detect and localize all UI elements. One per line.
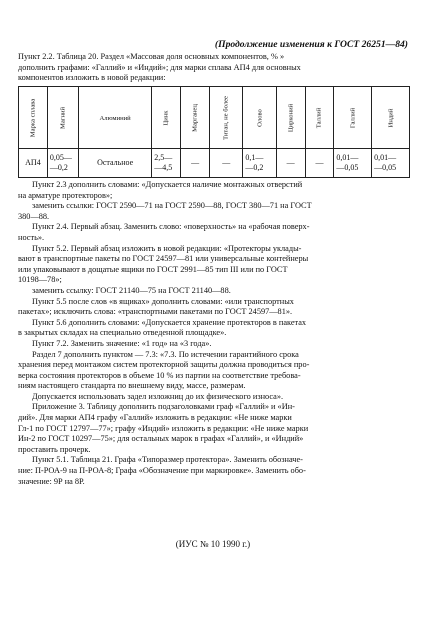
text-line: 10198—78»; [18,275,62,285]
col-header-thallium: Таллий [305,87,334,149]
cell-zinc: 2,5— —4,5 [152,149,181,178]
text-line: Пункт 7.2. Заменить значение: «1 год» на «3 года». [32,338,212,348]
cell-thallium: — [305,149,334,178]
text-line: Пункт 2.4. Первый абзац. Заменить слово: «поверхность» на «рабочая поверх- [32,222,310,232]
text-line: компонентов изложить в новой редакции: [18,73,166,83]
text-line: Пункт 5.6 дополнить словами: «Допускается хранение протекторов в пакетах [32,317,307,327]
text-line: ность». [18,232,45,242]
text-line: Пункт 2.2. Таблица 20. Раздел «Массовая доля основных компонентов, % » [18,52,285,61]
col-header-manganese: Марганец [181,87,210,149]
text-line: на арматуре протекторов»; [18,190,113,200]
text-line: ние: П-РОА-9 на П-РОА-8; Графа «Обозначение при маркировке». Заменить обо- [18,466,306,476]
cell-tin: 0,1— —0,2 [243,149,276,178]
text-line: дополнить графами: «Галлий» и «Индий»; для марки сплава АП4 для основных [18,62,301,72]
intro-paragraph [18,52,410,84]
text-line: ниям настоящего стандарта по внешнему виду, массе, размерам. [18,381,246,391]
text-line: Приложение 3. Таблицу дополнить подзаголовками граф «Галлий» и «Ин- [32,402,295,412]
text-line: Пункт 5.1. Таблица 21. Графа «Типоразмер протектора». Заменить обозначе- [32,455,303,465]
text-line: Допускается использовать задел изложниц до их физического износа». [32,391,284,401]
text-line: Пункт 5.5 после слов «в ящиках» дополнить словами: «или транспортных [32,296,294,306]
text-line: Ин-2 по ГОСТ 10297—75»; для остальных марок в графах «Галлий», и «Индий» [18,434,304,444]
table-row [19,149,410,178]
cell-zirconium: — [276,149,305,178]
col-header-grade: Марка сплава [19,87,48,149]
cell-gallium: 0,01— —0,05 [334,149,372,178]
text-line: верка состояния протекторов в объеме 10 % из партии на соответствие требова- [18,370,301,380]
text-line: или упаковывают в дощатые ящики по ГОСТ 2991—85 тип III или по ГОСТ [18,264,288,274]
text-line: заменить ссылки: ГОСТ 2590—71 на ГОСТ 2590—88, ГОСТ 380—71 на ГОСТ [32,201,312,211]
col-header-indium: Индий [372,87,410,149]
source-footnote: (ИУС № 10 1990 г.) [175,539,251,549]
composition-table [18,86,410,178]
col-header-magnesium: Магний [47,87,78,149]
cell-indium: 0,01— —0,05 [372,149,410,178]
col-header-zinc: Цинк [152,87,181,149]
text-line: значение: 9Р на 8Р. [18,476,85,486]
text-line: Гл-1 по ГОСТ 12797—77»; графу «Индий» изложить в редакции: «Не ниже марки [18,423,309,433]
cell-manganese: — [181,149,210,178]
col-header-gallium: Галлий [334,87,372,149]
text-line: хранения перед монтажом систем протекторной защиты должна проводиться про- [18,360,310,370]
col-header-titanium: Титан, не более [210,87,243,149]
text-line: дий». Для марки АП4 графу «Галлий» изложить в редакции: «Не ниже марки [18,413,292,423]
text-line: пакетах»; исключить слова: «транспортными пакетами по ГОСТ 24597—81». [18,307,293,317]
cell-aluminium: Остальное [78,149,151,178]
cell-magnesium: 0,05— —0,2 [47,149,78,178]
text-line: вают в транспортные пакеты по ГОСТ 24597—81 или универсальные контейнеры [18,254,309,264]
cell-grade: АП4 [19,149,48,178]
cell-titanium: — [210,149,243,178]
continuation-header: (Продолжение изменения к ГОСТ 26251—84) [214,39,408,50]
text-line: Раздел 7 дополнить пунктом — 7.3: «7.3. По истечении гарантийного срока [32,349,299,359]
col-header-zirconium: Цирконий [276,87,305,149]
text-line: заменить ссылку: ГОСТ 21140—75 на ГОСТ 21140—88. [32,285,231,295]
amendment-text [18,180,410,487]
col-header-aluminium: Алюминий [78,87,151,149]
text-line: Пункт 5.2. Первый абзац изложить в новой редакции: «Протекторы уклады- [32,243,302,253]
col-header-tin: Олово [243,87,276,149]
text-line: в закрытых складах на специально отведенной площадке». [18,328,227,338]
table-header-row [19,87,410,149]
text-line: проставить прочерк. [18,444,91,454]
text-line: 380—88. [18,211,50,221]
text-line: Пункт 2.3 дополнить словами: «Допускается наличие монтажных отверстий [32,180,303,189]
